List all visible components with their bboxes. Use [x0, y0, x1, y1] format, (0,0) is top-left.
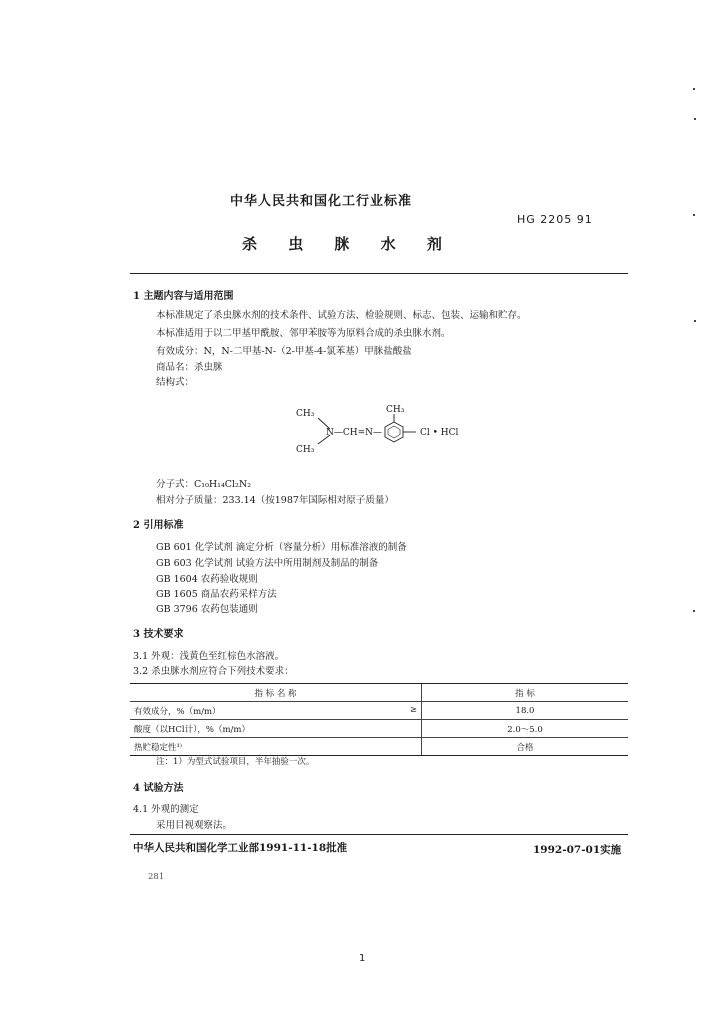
- scan-speck: [694, 118, 696, 120]
- table-header-value: 指 标: [422, 684, 629, 702]
- molecular-mass: 相对分子质量：233.14（按1987年国际相对原子质量）: [156, 495, 394, 506]
- section-2-heading: 2 引用标准: [133, 520, 184, 531]
- scan-speck: [693, 214, 695, 216]
- amidine-chain: N—CH=N—: [326, 428, 383, 438]
- page-number: 1: [359, 953, 366, 964]
- table-cell-value: 合格: [422, 738, 629, 756]
- appearance-requirement: 3.1 外观：浅黄色至红棕色水溶液。: [133, 651, 285, 662]
- structural-formula: [290, 398, 490, 464]
- reference-item: GB 601 化学试剂 滴定分析（容量分析）用标准溶液的制备: [156, 542, 407, 553]
- structure-label: 结构式：: [156, 377, 195, 388]
- row-operator: ≥: [409, 704, 417, 715]
- implementation-date: 1992-07-01实施: [533, 844, 622, 856]
- standard-organization: 中华人民共和国化工行业标准: [230, 194, 413, 209]
- page-number-small: 281: [148, 872, 165, 882]
- table-row: [130, 720, 628, 738]
- reference-item: GB 1604 农药验收规则: [156, 574, 258, 585]
- scan-speck: [693, 610, 695, 612]
- table-note: 注：1）为型式试验项目，半年抽验一次。: [156, 757, 315, 767]
- reference-item: GB 3796 农药包装通则: [156, 604, 258, 615]
- scan-speck: [693, 88, 695, 90]
- methyl-group-ring: CH₃: [386, 405, 405, 415]
- row-name: 酸度（以HCl计），%（m/m）: [134, 724, 250, 735]
- footer-rule: [130, 834, 628, 835]
- technical-requirement-intro: 3.2 杀虫脒水剂应符合下列技术要求：: [133, 666, 294, 677]
- standard-code: HG 2205 91: [517, 213, 593, 226]
- row-name: 热贮稳定性¹⁾: [134, 742, 182, 753]
- section-1-paragraph: 本标准规定了杀虫脒水剂的技术条件、试验方法、检验规则、标志、包装、运输和贮存。: [156, 310, 527, 321]
- methyl-group-bottom: CH₃: [296, 445, 315, 455]
- section-3-heading: 3 技术要求: [133, 629, 184, 640]
- table-cell-name: [130, 702, 422, 720]
- test-method-item: 4.1 外观的测定: [133, 804, 199, 815]
- chloro-hcl: Cl • HCl: [420, 428, 459, 438]
- table-cell-name: [130, 720, 422, 738]
- approval-line: 中华人民共和国化学工业部1991-11-18批准: [133, 842, 348, 854]
- test-method-text: 采用目视观察法。: [156, 820, 233, 831]
- header-rule: [130, 273, 628, 274]
- reference-item: GB 603 化学试剂 试验方法中所用制剂及制品的制备: [156, 558, 379, 569]
- section-4-heading: 4 试验方法: [133, 783, 184, 794]
- table-cell-value: 2.0～5.0: [422, 720, 629, 738]
- row-name: 有效成分，%（m/m）: [134, 706, 221, 717]
- scan-speck: [694, 320, 696, 322]
- methyl-group-top: CH₃: [296, 409, 315, 419]
- table-header-row: [130, 684, 628, 702]
- section-1-heading: 1 主题内容与适用范围: [133, 291, 234, 302]
- section-1-paragraph: 本标准适用于以二甲基甲酰胺、邻甲苯胺等为原料合成的杀虫脒水剂。: [156, 328, 451, 339]
- reference-item: GB 1605 商品农药采样方法: [156, 589, 277, 600]
- table-cell-value: 18.0: [422, 702, 629, 720]
- trade-name: 商品名：杀虫脒: [156, 362, 223, 373]
- active-ingredient: 有效成分：N，N-二甲基-N-（2-甲基-4-氯苯基）甲脒盐酸盐: [156, 346, 412, 357]
- document-title: 杀 虫 脒 水 剂: [242, 235, 444, 253]
- table-row: [130, 702, 628, 720]
- table-cell-name: [130, 738, 422, 756]
- table-header-name: 指 标 名 称: [130, 684, 422, 702]
- molecular-formula: 分子式：C₁₀H₁₄Cl₂N₂: [156, 479, 252, 490]
- table-row: [130, 738, 628, 756]
- technical-requirements-table: [130, 683, 628, 756]
